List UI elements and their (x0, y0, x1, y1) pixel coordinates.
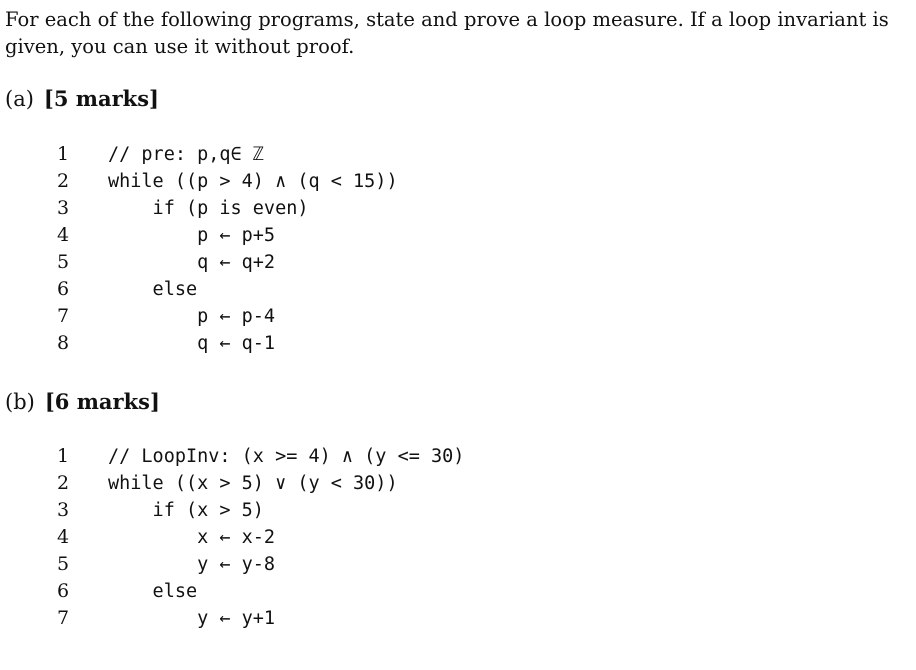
code-text: p ← p+5 (108, 225, 276, 246)
line-number: 7 (56, 305, 70, 327)
code-text: // pre: p,q∈ ℤ (108, 144, 264, 165)
line-number: 1 (56, 143, 70, 165)
code-text: q ← q-1 (108, 333, 276, 354)
part-a-heading (5, 86, 159, 112)
part-b-marks: [6 marks] (44, 389, 160, 414)
line-number: 5 (56, 251, 70, 273)
code-text: else (108, 581, 198, 602)
code-text: if (p is even) (108, 198, 309, 219)
line-number: 3 (56, 197, 70, 219)
line-number: 8 (56, 332, 70, 354)
line-number: 3 (56, 499, 70, 521)
code-text: // LoopInv: (x >= 4) ∧ (y <= 30) (108, 446, 465, 467)
line-number: 7 (56, 607, 70, 629)
line-number: 4 (56, 526, 70, 548)
line-number: 6 (56, 580, 70, 602)
part-a-marks: [5 marks] (43, 86, 159, 111)
instructions-paragraph: For each of the following programs, state and prove a loop measure. If a loop invariant is given, you can use it without proof. (5, 8, 889, 58)
code-text: p ← p-4 (108, 306, 276, 327)
code-text: while ((p > 4) ∧ (q < 15)) (108, 171, 398, 192)
part-a-label: (a) (5, 87, 34, 111)
code-text: if (x > 5) (108, 500, 264, 521)
part-b-heading (5, 389, 160, 415)
line-number: 2 (56, 472, 70, 494)
code-text: y ← y+1 (108, 608, 276, 629)
code-text: q ← q+2 (108, 252, 276, 273)
code-text: else (108, 279, 198, 300)
line-number: 2 (56, 170, 70, 192)
line-number: 1 (56, 445, 70, 467)
line-number: 6 (56, 278, 70, 300)
part-b-label: (b) (5, 390, 35, 414)
line-number: 4 (56, 224, 70, 246)
line-number: 5 (56, 553, 70, 575)
code-text: x ← x-2 (108, 527, 276, 548)
code-text: while ((x > 5) ∨ (y < 30)) (108, 473, 398, 494)
code-text: y ← y-8 (108, 554, 276, 575)
